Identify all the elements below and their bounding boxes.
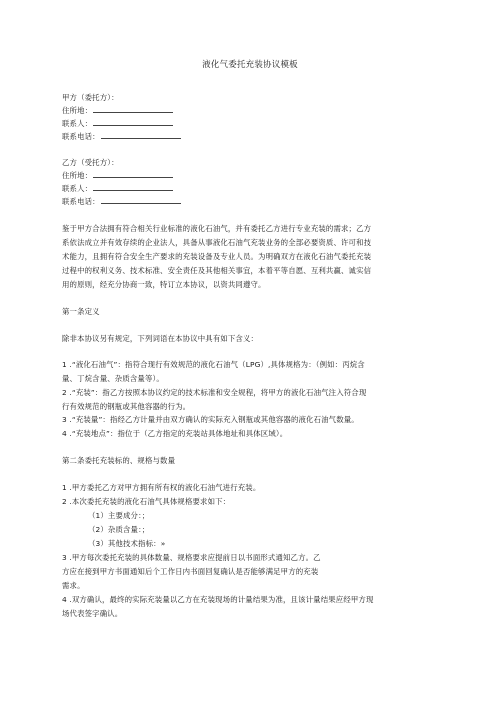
preamble-line: 系依法成立并有效存续的企业法人，具备从事液化石油气充装业务的全部必要资质、许可和技 <box>62 238 372 247</box>
party-b-heading: 乙方（受托方）： <box>62 158 119 167</box>
party-b-phone-blank <box>101 196 181 204</box>
preamble-line: 过程中的权利义务、技术标准、安全责任及其他相关事宜，本着平等自愿、互利共赢、诚实信 <box>62 266 372 275</box>
party-b-contact-row <box>62 183 173 194</box>
article-2-item: 需求。 <box>62 581 85 590</box>
party-a-contact-row <box>62 118 173 129</box>
party-b-address-label: 住所地： <box>62 171 93 180</box>
party-a-address-row <box>62 105 173 116</box>
party-b-contact-label: 联系人： <box>62 184 93 193</box>
party-b-address-row <box>62 170 173 181</box>
party-a-contact-label: 联系人： <box>62 119 93 128</box>
preamble-line: 用的原则，经充分协商一致，特订立本协议，以资共同遵守。 <box>62 280 266 289</box>
party-b-address-blank <box>93 170 173 178</box>
article-1-item: 行有效规范的钢瓶或其他容器的行为。 <box>62 402 191 411</box>
article-2-item: 方应在接到甲方书面通知后个工作日内书面回复确认是否能够满足甲方的充装 <box>62 567 319 576</box>
article-1-item: 4 .“充装地点”：指位于（乙方指定的充装站具体地址和具体区域）。 <box>62 429 288 438</box>
party-b-phone-row <box>62 196 181 207</box>
party-a-phone-row <box>62 131 181 142</box>
article-2-item: 场代表签字确认。 <box>62 609 123 618</box>
article-1-item: 2 .“充装”：指乙方按照本协议约定的技术标准和安全规程，将甲方的液化石油气注入符合现 <box>62 388 367 397</box>
party-b-contact-blank <box>93 183 173 191</box>
article-1-item: 1 .“液化石油气”：指符合现行有效规范的液化石油气（LPG）,具体规格为：（例如：丙烷含 <box>62 360 365 369</box>
article-2-subitem: （1）主要成分：； <box>88 511 150 520</box>
article-1-item: 量、丁烷含量、杂质含量等）。 <box>62 374 164 383</box>
article-2-item: 1 .甲方委托乙方对甲方拥有所有权的液化石油气进行充装。 <box>62 483 261 492</box>
article-2-subitem: （3）其他技术指标：» <box>88 539 166 548</box>
article-1-item: 3 .“充装量”：指经乙方计量并由双方确认的实际充入钢瓶或其他容器的液化石油气数量。 <box>62 415 359 424</box>
article-2-item: 2 .本次委托充装的液化石油气具体规格要求如下： <box>62 497 231 506</box>
article-2-heading: 第二条委托充装标的、规格与数量 <box>62 456 176 465</box>
party-a-phone-label: 联系电话： <box>62 132 100 141</box>
party-a-heading: 甲方（委托方）： <box>62 93 119 102</box>
article-2-item: 4 .双方确认，最终的实际充装量以乙方在充装现场的计量结果为准，且该计量结果应经甲方现 <box>62 595 374 604</box>
party-a-contact-blank <box>93 118 173 126</box>
article-2-subitem: （2）杂质含量：； <box>88 525 150 534</box>
party-a-address-label: 住所地： <box>62 106 93 115</box>
party-a-address-blank <box>93 105 173 113</box>
party-b-phone-label: 联系电话： <box>62 197 100 206</box>
page-title: 液化气委托充装协议模板 <box>202 60 298 70</box>
article-1-heading: 第一条定义 <box>62 307 100 316</box>
article-2-item: 3 .甲方每次委托充装的具体数量、规格要求应提前日以书面形式通知乙方。乙 <box>62 553 321 562</box>
party-a-phone-blank <box>101 131 181 139</box>
preamble-line: 鉴于甲方合法拥有符合相关行业标准的液化石油气，并有委托乙方进行专业充装的需求；乙方 <box>62 224 372 233</box>
article-1-intro: 除非本协议另有规定，下列词语在本协议中具有如下含义： <box>62 334 259 343</box>
preamble-line: 术能力，且拥有符合安全生产要求的充装设备及专业人员。为明确双方在液化石油气委托充装 <box>62 252 372 261</box>
